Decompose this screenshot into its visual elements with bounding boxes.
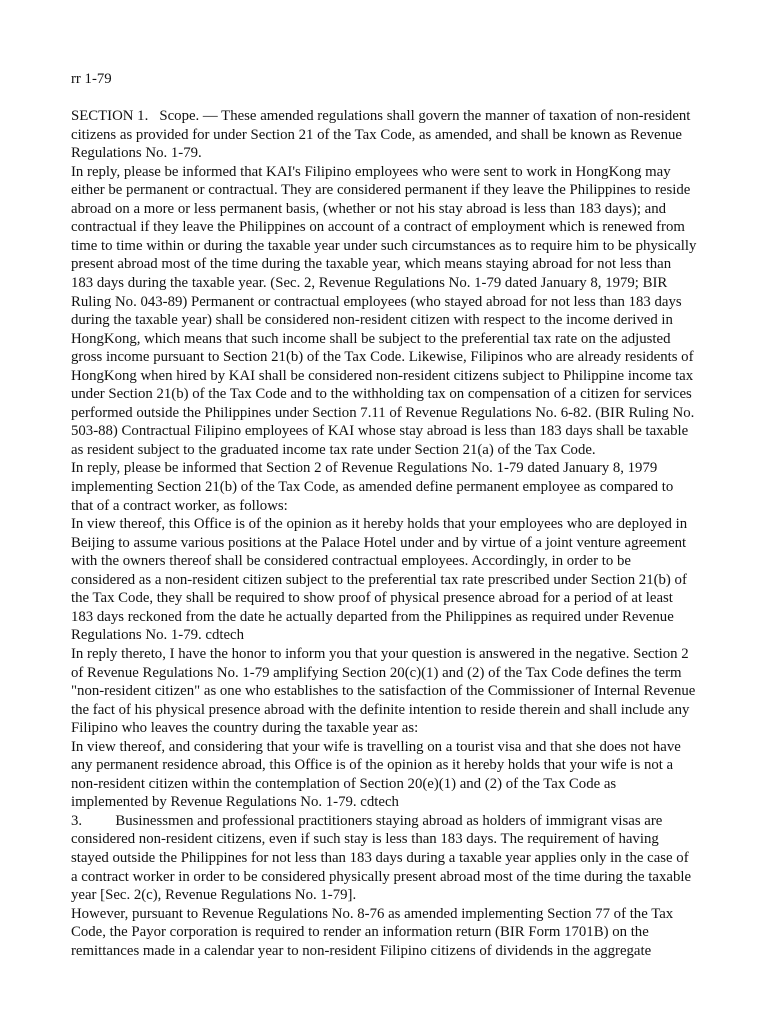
document-page xyxy=(71,70,701,960)
kai-employees-reply-paragraph: In reply, please be informed that KAI's Filipino employees who were sent to work in HongKong may either be permanent or contractual. They are considered permanent if they leave the Philippines to reside abroad on a more or less permanent basis, (whether or not his stay abroad is less than 183 days); and contractual if they leave the Philippines on account of a contract of employment which is renewed from time to time within or during the taxable year under such circumstances as to require him to be physically present abroad most of the time during the taxable year, which means staying abroad for not less than 183 days during the taxable year. (Sec. 2, Revenue Regulations No. 1-79 dated January 8, 1979; BIR Ruling No. 043-89) Permanent or contractual employees (who stayed abroad for not less than 183 days during the taxable year) shall be considered non-resident citizen with respect to the income derived in HongKong, which means that such income shall be subject to the preferential tax rate on the adjusted gross income pursuant to Section 21(b) of the Tax Code. Likewise, Filipinos who are already residents of HongKong when hired by KAI shall be considered non-resident citizens subject to Philippine income tax under Section 21(b) of the Tax Code and to the withholding tax on compensation of a citizen for services performed outside the Philippines under Section 7.11 of Revenue Regulations No. 6-82. (BIR Ruling No. 503-88) Contractual Filipino employees of KAI whose stay abroad is less than 183 days shall be taxable as resident subject to the graduated income tax rate under Section 21(a) of the Tax Code. xyxy=(71,163,701,458)
section-1-scope-paragraph: SECTION 1. Scope. — These amended regulations shall govern the manner of taxation of non-resident citizens as provided for under Section 21 of the Tax Code, as amended, and shall be known as Revenue Regulations No. 1-79. xyxy=(71,108,695,162)
non-resident-citizen-reply-paragraph: In reply thereto, I have the honor to inform you that your question is answered in the negative. Section 2 of Revenue Regulations No. 1-79 amplifying Section 20(c)(1) and (2) of the Tax Code defines the term "non-resident citizen" as one who establishes to the satisfaction of the Commissioner of Internal Revenue the fact of his physical presence abroad with the definite intention to reside therein and shall include any Filipino who leaves the country during the taxable year as: xyxy=(71,645,700,737)
document-id: rr 1-79 xyxy=(71,71,112,87)
immigrant-visa-holders-paragraph: 3. Businessmen and professional practitioners staying abroad as holders of immigrant visas are considered non-resident citizens, even if such stay is less than 183 days. The requirement of having stayed outside the Philippines for not less than 183 days during a taxable year applies only in the case of a contract worker in order to be considered physically present abroad most of the time during the taxable year [Sec. 2(c), Revenue Regulations No. 1-79]. xyxy=(71,812,695,904)
wife-tourist-visa-opinion-paragraph: In view thereof, and considering that your wife is travelling on a tourist visa and that she does not have any permanent residence abroad, this Office is of the opinion as it hereby holds that your wife is not a non-resident citizen within the contemplation of Section 20(e)(1) and (2) of the Tax Code as implemented by Revenue Regulations No. 1-79. cdtech xyxy=(71,738,685,811)
beijing-employees-opinion-paragraph: In view thereof, this Office is of the opinion as it hereby holds that your employees who are deployed in Beijing to assume various positions at the Palace Hotel under and by virtue of a joint venture agreement with the owners thereof shall be considered contractual employees. Accordingly, in order to be considered as a non-resident citizen subject to the preferential tax rate prescribed under Section 21(b) of the Tax Code, they shall be required to show proof of physical presence abroad for a period of at least 183 days reckoned from the date he actually departed from the Philippines as required under Revenue Regulations No. 1-79. cdtech xyxy=(71,516,691,644)
permanent-employee-definition-paragraph: In reply, please be informed that Section 2 of Revenue Regulations No. 1-79 dated January 8, 1979 implementing Section 21(b) of the Tax Code, as amended define permanent employee as compared to that of a contract worker, as follows: xyxy=(71,460,677,514)
information-return-paragraph: However, pursuant to Revenue Regulations No. 8-76 as amended implementing Section 77 of the Tax Code, the Payor corporation is required to render an information return (BIR Form 1701B) on the remittances made in a calendar year to non-resident Filipino citizens of dividends in the aggregate xyxy=(71,905,677,959)
